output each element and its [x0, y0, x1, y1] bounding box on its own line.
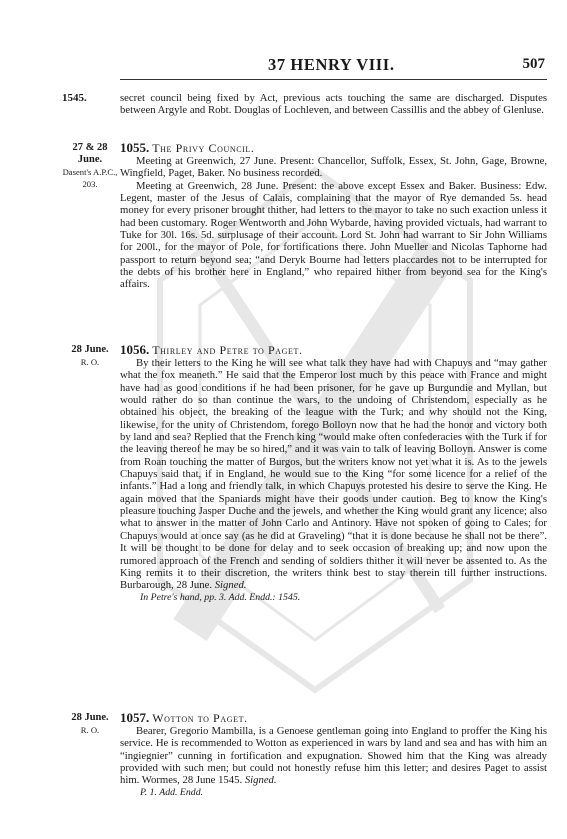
- entry-1056-note: In Petre's hand, pp. 3. Add. Endd.: 1545.: [140, 591, 301, 603]
- entry-1056-signed: Signed.: [214, 579, 247, 592]
- entry-1056-body: [120, 357, 547, 592]
- margin-note-1055: [62, 142, 118, 190]
- page-header: [0, 55, 567, 75]
- year-marker: 1545.: [62, 92, 87, 104]
- entry-1055-para-2: Meeting at Greenwich, 28 June. Present: the above except Essex and Baker. Business: Edw. Legent, master of the Jesus of Calais, complaining that the mayor of Rye demanded 5s. head money for every prisoner brought thither, had letters to the mayor to take no such exaction unless it had been customary. Roger Wentworth and John Wybarde, having provided victuals, had warrant to Tuke for 30l. 16s. 5d. surplusage of their account. Lord St. John had warrant to Sir John Williams for 200l., for the mayor of Pole, for fortifications there. John Mueller and Nicolas Taphorne had passport to return beyond sea; “and Deryk Bourne had letters placcardes not to be interrupted for the debts of his brother here in England,” who repaired hither from beyond sea for the King's affairs.: [120, 179, 547, 291]
- intro-text: secret council being fixed by Act, previous acts touching the same are discharged. Disputes between Argyle and Robt. Douglas of Lochleven, and between Cassillis and the abbey of Glenluse.: [120, 92, 547, 117]
- entry-1055: [120, 141, 547, 291]
- margin-note-1056: [62, 344, 118, 368]
- header-rule: [120, 79, 547, 80]
- entry-title-1056: Thirley and Petre to Paget.: [152, 343, 303, 357]
- entry-heading-1055: [120, 141, 547, 155]
- entry-1056-text: By their letters to the King he will see what talk they have had with Chapuys and “may gather what the fox meaneth.” He said that the Emperor lost much by this peace with France and might have had as good conditions if he had been prisoner, for he gave up Burgundie and Myllan, but would rather do so than continue the wars, to the undoing of Christendom, especially as he obtained his object, the breaking of the league with the Turk; and why should not the King, likewise, for the unity of Christendom, forego Bolloyn now that he had the honor and victory both by land and sea? Replied that the French king “would make often confederacies with the Turk if for the leaving thereof he may be so hired,” and it was vain to talk of leaving Bolloyn. Answer is come from Roan touching the matter of Burgos, but the writers know not yet what it is. As to the jewels Chapuys said that, if in England, he would sue to the King “for some licence for a relief of the infants.” Had a long and friendly talk, in which Chapuys protested his desire to serve the King. He again moved that the Spaniards might have their goods under caution. Beg to know the King's pleasure touching Jasper Duche and the jewels, and whether the King would grant any licence; also what to answer in the matter of John Carlo and Antinory. Have not spoken of going to Cales; for Chapuys would at once say (as he did at Graveling) “that it is done because he shall not be there”. It will be thought to be done for delay and to seek occasion of breaking up; and now upon the rumored approach of the French and sending of soldiers thither it will never be assented to. As the King remits it to their discretion, the writers think best to stay therein till further instructions. Burbarough, 28 June.: [120, 357, 547, 592]
- margin-date-1055: 27 & 28 June.: [72, 142, 108, 165]
- entry-1057-text: Bearer, Gregorio Mambilla, is a Genoese gentleman going into England to proffer the King his service. He is recommended to Wotton as experienced in wars by land and sea and has with him an “ingiegnier” cunning in fortification and expugnation. Showed him that the King was already provided with such men; but could not honestly refuse him this letter; and desires Paget to assist him. Wormes, 28 June 1545.: [120, 725, 547, 787]
- running-head: 37 HENRY VIII.: [268, 55, 395, 74]
- entry-number-1057: 1057.: [120, 710, 150, 725]
- entry-1055-para-1: Meeting at Greenwich, 27 June. Present: Chancellor, Suffolk, Essex, St. John, Gage, Browne, Wingfield, Paget, Baker. No business recorded.: [120, 155, 547, 180]
- margin-ref-1057: R. O.: [80, 725, 100, 735]
- margin-ref-1056: R. O.: [80, 357, 100, 367]
- entry-number-1056: 1056.: [120, 342, 150, 357]
- entry-1057: [120, 711, 547, 799]
- entry-heading-1056: [120, 343, 547, 357]
- intro-paragraph: [120, 92, 547, 117]
- entry-1057-signed: Signed.: [244, 774, 277, 787]
- entry-1057-body: [120, 725, 547, 787]
- entry-1056: [120, 343, 547, 604]
- entry-title-1055: The Privy Council.: [152, 141, 255, 155]
- entry-title-1057: Wotton to Paget.: [152, 711, 248, 725]
- margin-ref-1055: Dasent's A.P.C., 203.: [62, 167, 118, 189]
- entry-heading-1057: [120, 711, 547, 725]
- entry-1057-note: P. 1. Add. Endd.: [140, 786, 204, 798]
- page-number: 507: [522, 56, 545, 72]
- margin-date-1057: 28 June.: [71, 712, 109, 723]
- margin-note-1057: [62, 712, 118, 736]
- entry-number-1055: 1055.: [120, 140, 150, 155]
- margin-date-1056: 28 June.: [71, 344, 109, 355]
